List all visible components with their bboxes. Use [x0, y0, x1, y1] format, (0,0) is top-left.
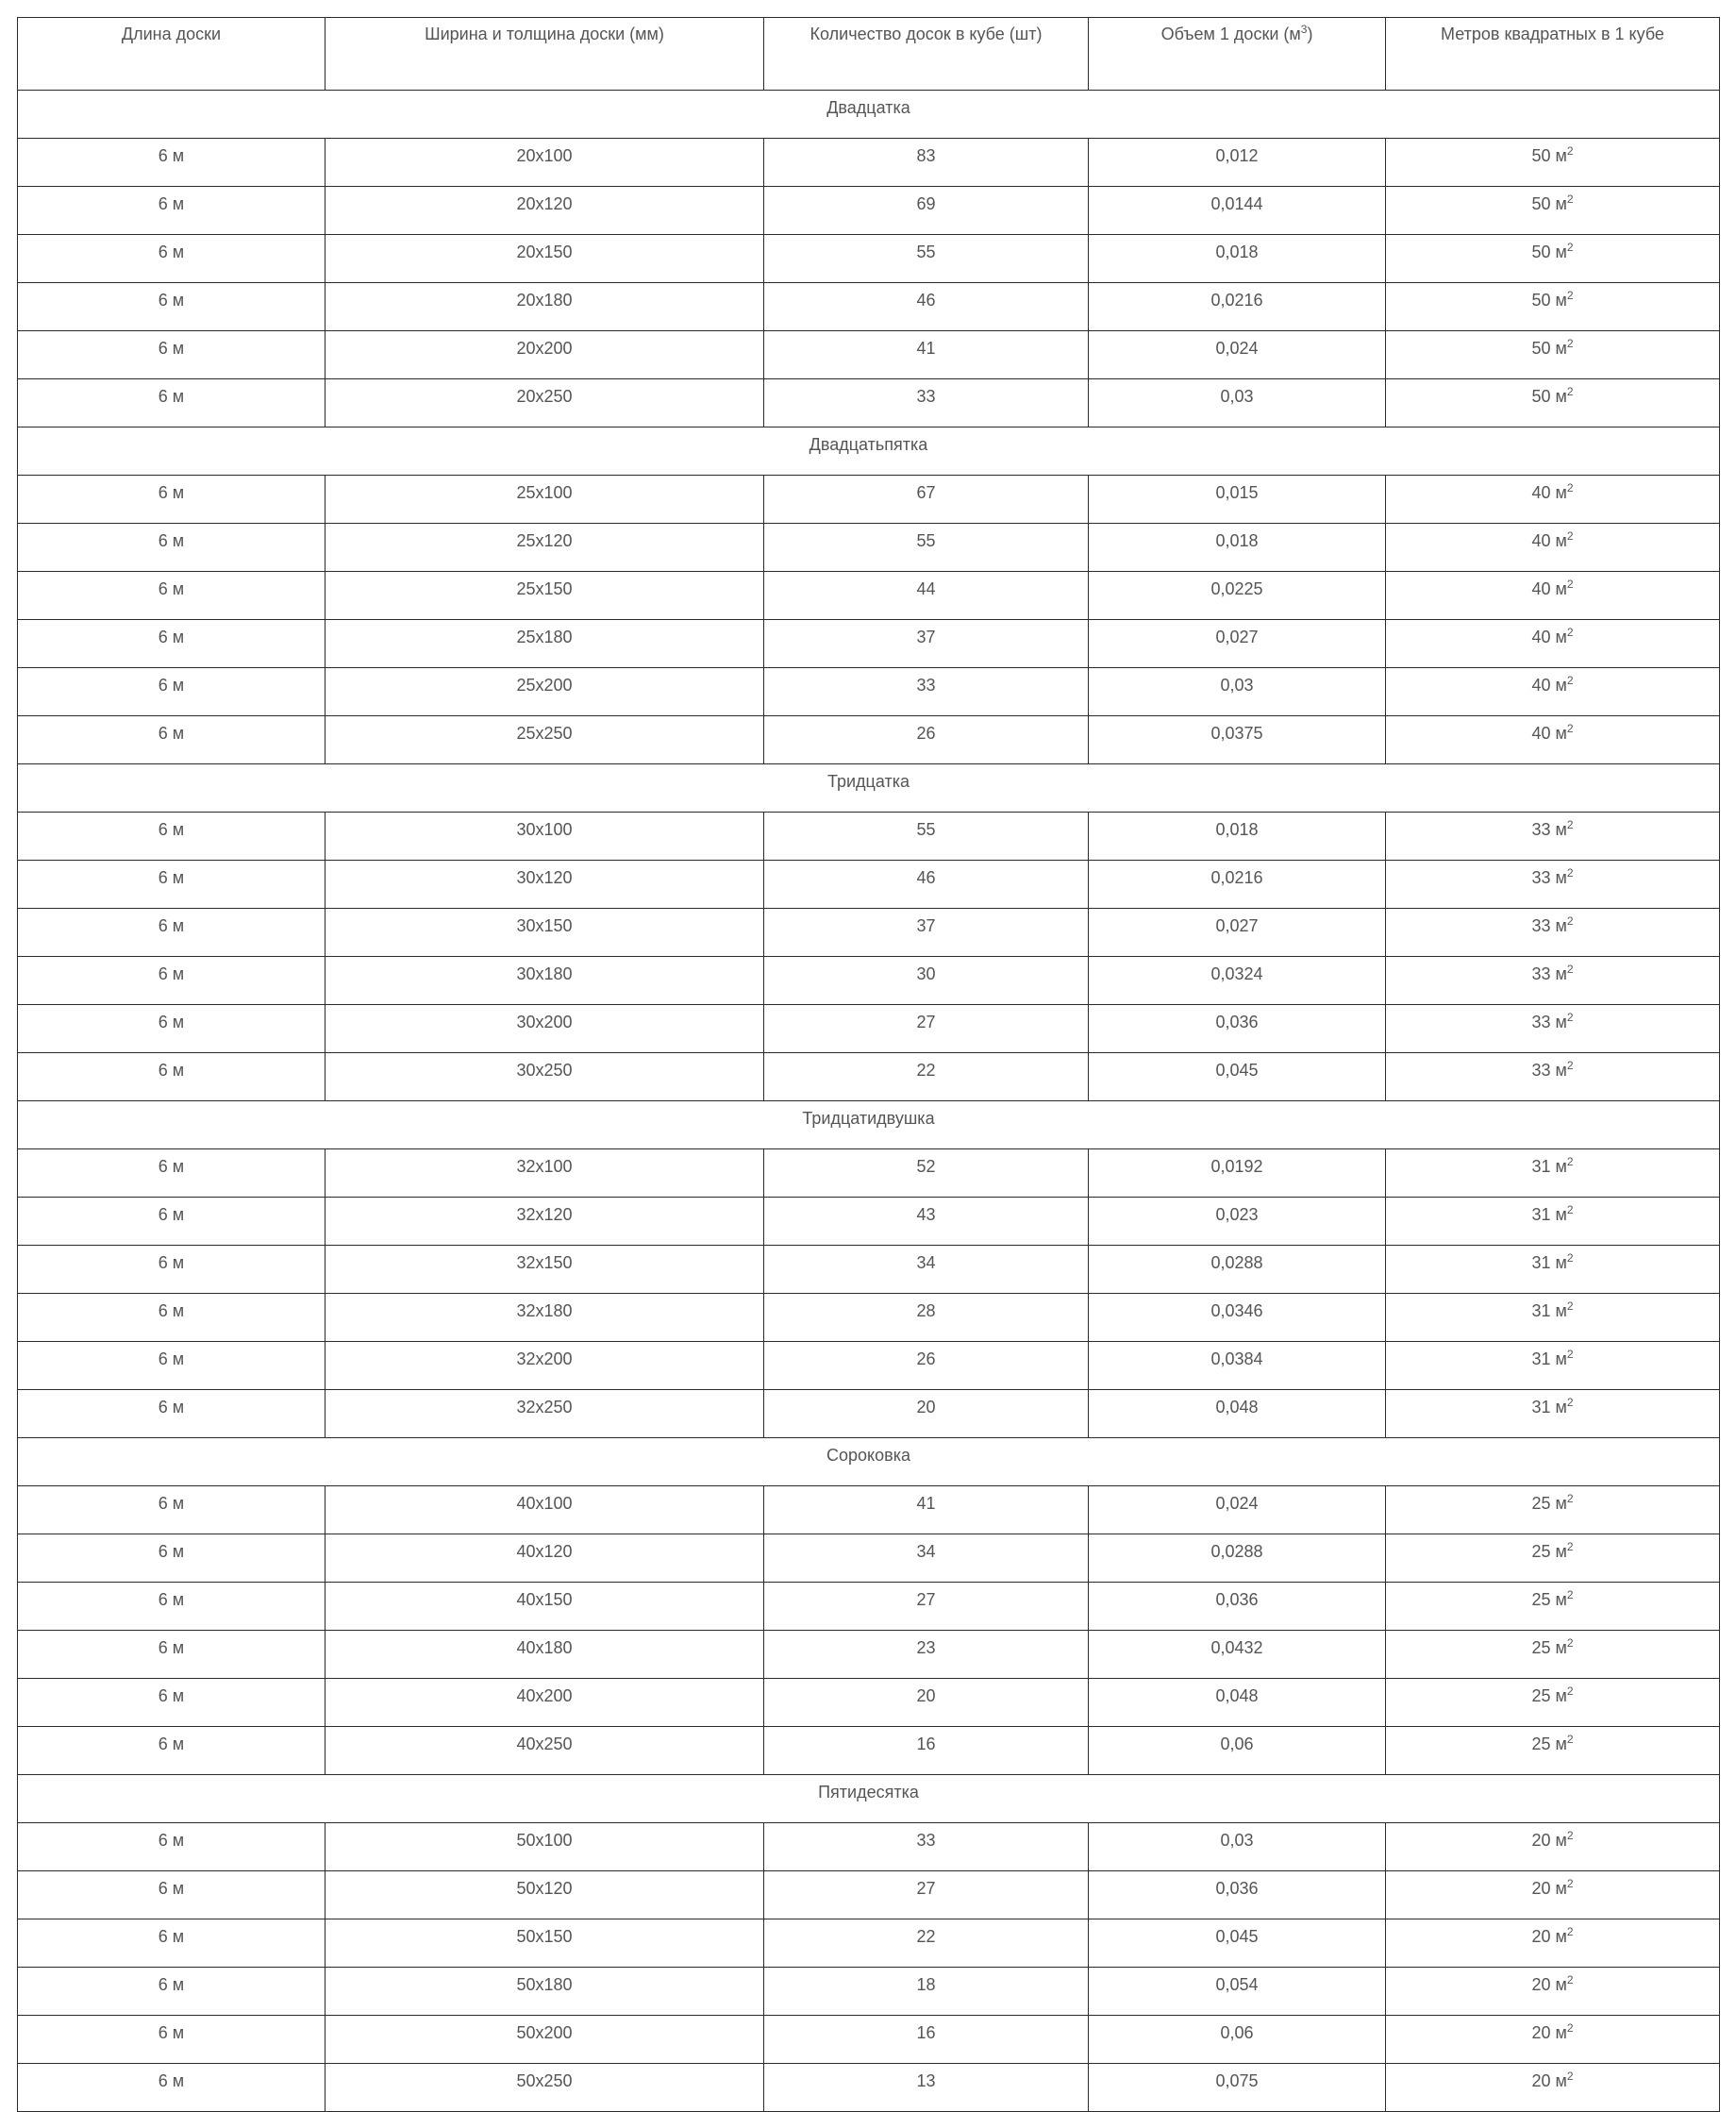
- cell-volume: 0,0346: [1089, 1294, 1386, 1342]
- group-header-row: [18, 91, 1720, 139]
- table-row: [18, 1486, 1720, 1534]
- group-header-row: [18, 427, 1720, 476]
- cell-length: 6 м: [18, 1871, 326, 1919]
- table-row: [18, 1342, 1720, 1390]
- cell-dimensions: 40x150: [326, 1583, 764, 1631]
- cell-volume: 0,0375: [1089, 716, 1386, 764]
- cell-area: 25 $м^2$: [1386, 1583, 1720, 1631]
- table-row: [18, 716, 1720, 764]
- cell-length: 6 м: [18, 1053, 326, 1101]
- cell-dimensions: 30x200: [326, 1005, 764, 1053]
- cell-count: 26: [764, 716, 1089, 764]
- cell-area: 50 $м^2$: [1386, 283, 1720, 331]
- cell-length: 6 м: [18, 379, 326, 427]
- table-row: [18, 1294, 1720, 1342]
- cell-area: 40 $м^2$: [1386, 668, 1720, 716]
- table-row: [18, 861, 1720, 909]
- cell-count: 67: [764, 476, 1089, 524]
- cell-volume: 0,024: [1089, 331, 1386, 379]
- cell-area: 31 $м^2$: [1386, 1198, 1720, 1246]
- cell-length: 6 м: [18, 476, 326, 524]
- cell-length: 6 м: [18, 1727, 326, 1775]
- cell-length: 6 м: [18, 1823, 326, 1871]
- cell-length: 6 м: [18, 187, 326, 235]
- cell-length: 6 м: [18, 1679, 326, 1727]
- cell-volume: 0,036: [1089, 1583, 1386, 1631]
- cell-count: 41: [764, 331, 1089, 379]
- header-sqm-per-cube: Метров квадратных в 1 кубе: [1386, 18, 1720, 91]
- cell-dimensions: 32x100: [326, 1149, 764, 1198]
- cell-volume: 0,0192: [1089, 1149, 1386, 1198]
- cell-count: 55: [764, 235, 1089, 283]
- group-title: Сороковка: [18, 1438, 1720, 1486]
- cell-dimensions: 50x180: [326, 1968, 764, 2016]
- group-title: Тридцатидвушка: [18, 1101, 1720, 1149]
- table-row: [18, 524, 1720, 572]
- cell-volume: 0,0144: [1089, 187, 1386, 235]
- cell-dimensions: 30x100: [326, 813, 764, 861]
- cell-volume: 0,023: [1089, 1198, 1386, 1246]
- group-header-row: [18, 1775, 1720, 1823]
- cell-length: 6 м: [18, 620, 326, 668]
- cell-area: 25 $м^2$: [1386, 1679, 1720, 1727]
- cell-area: 25 $м^2$: [1386, 1534, 1720, 1583]
- cell-dimensions: 25x200: [326, 668, 764, 716]
- cell-area: 31 $м^2$: [1386, 1294, 1720, 1342]
- cell-area: 25 $м^2$: [1386, 1486, 1720, 1534]
- group-header-row: [18, 764, 1720, 813]
- cell-volume: 0,06: [1089, 1727, 1386, 1775]
- table-header-row: [18, 18, 1720, 91]
- cell-area: 25 $м^2$: [1386, 1727, 1720, 1775]
- cell-volume: 0,075: [1089, 2064, 1386, 2112]
- cell-length: 6 м: [18, 1390, 326, 1438]
- cell-area: 31 $м^2$: [1386, 1342, 1720, 1390]
- cell-volume: 0,0384: [1089, 1342, 1386, 1390]
- cell-volume: 0,0288: [1089, 1534, 1386, 1583]
- table-row: [18, 1149, 1720, 1198]
- cell-area: 50 $м^2$: [1386, 187, 1720, 235]
- cell-area: 20 $м^2$: [1386, 2064, 1720, 2112]
- header-board-volume: Объем 1 доски $(м^3)$: [1089, 18, 1386, 91]
- cell-count: 37: [764, 909, 1089, 957]
- cell-length: 6 м: [18, 1294, 326, 1342]
- cell-area: 31 $м^2$: [1386, 1390, 1720, 1438]
- cell-area: 50 $м^2$: [1386, 331, 1720, 379]
- cell-dimensions: 20x250: [326, 379, 764, 427]
- group-header-row: [18, 1101, 1720, 1149]
- table-row: [18, 476, 1720, 524]
- cell-count: 43: [764, 1198, 1089, 1246]
- group-title: Пятидесятка: [18, 1775, 1720, 1823]
- cell-dimensions: 50x100: [326, 1823, 764, 1871]
- cell-count: 18: [764, 1968, 1089, 2016]
- cell-volume: 0,0216: [1089, 283, 1386, 331]
- cell-count: 41: [764, 1486, 1089, 1534]
- cell-count: 33: [764, 1823, 1089, 1871]
- table-row: [18, 1390, 1720, 1438]
- cell-volume: 0,018: [1089, 524, 1386, 572]
- cell-dimensions: 40x200: [326, 1679, 764, 1727]
- header-boards-per-cube: Количество досок в кубе (шт): [764, 18, 1089, 91]
- cell-volume: 0,036: [1089, 1005, 1386, 1053]
- cell-volume: 0,048: [1089, 1679, 1386, 1727]
- cell-area: 33 $м^2$: [1386, 1053, 1720, 1101]
- cell-area: 33 $м^2$: [1386, 1005, 1720, 1053]
- table-row: [18, 187, 1720, 235]
- cell-count: 55: [764, 524, 1089, 572]
- table-row: [18, 957, 1720, 1005]
- cell-dimensions: 40x100: [326, 1486, 764, 1534]
- cell-count: 26: [764, 1342, 1089, 1390]
- cell-area: 40 $м^2$: [1386, 524, 1720, 572]
- table-row: [18, 1198, 1720, 1246]
- header-width-thickness: Ширина и толщина доски (мм): [326, 18, 764, 91]
- cell-dimensions: 25x180: [326, 620, 764, 668]
- table-row: [18, 2016, 1720, 2064]
- table-row: [18, 813, 1720, 861]
- cell-dimensions: 32x120: [326, 1198, 764, 1246]
- table-row: [18, 1534, 1720, 1583]
- cell-count: 16: [764, 1727, 1089, 1775]
- cell-volume: 0,024: [1089, 1486, 1386, 1534]
- cell-volume: 0,03: [1089, 1823, 1386, 1871]
- cell-volume: 0,0225: [1089, 572, 1386, 620]
- group-title: Двадцатка: [18, 91, 1720, 139]
- cell-area: 33 $м^2$: [1386, 909, 1720, 957]
- cell-length: 6 м: [18, 1149, 326, 1198]
- cell-dimensions: 50x150: [326, 1919, 764, 1968]
- board-volume-table: [17, 17, 1720, 2112]
- cell-length: 6 м: [18, 909, 326, 957]
- cell-volume: 0,045: [1089, 1053, 1386, 1101]
- table-row: [18, 1823, 1720, 1871]
- cell-count: 33: [764, 379, 1089, 427]
- cell-length: 6 м: [18, 813, 326, 861]
- cell-length: 6 м: [18, 957, 326, 1005]
- cell-dimensions: 30x250: [326, 1053, 764, 1101]
- table-row: [18, 909, 1720, 957]
- cell-length: 6 м: [18, 283, 326, 331]
- cell-area: 40 $м^2$: [1386, 572, 1720, 620]
- cell-count: 37: [764, 620, 1089, 668]
- cell-length: 6 м: [18, 1968, 326, 2016]
- table-row: [18, 331, 1720, 379]
- table-row: [18, 572, 1720, 620]
- cell-count: 30: [764, 957, 1089, 1005]
- cell-dimensions: 20x100: [326, 139, 764, 187]
- cell-count: 22: [764, 1053, 1089, 1101]
- cell-dimensions: 20x150: [326, 235, 764, 283]
- cell-dimensions: 25x120: [326, 524, 764, 572]
- table-row: [18, 1919, 1720, 1968]
- cell-count: 46: [764, 861, 1089, 909]
- table-row: [18, 379, 1720, 427]
- cell-dimensions: 30x180: [326, 957, 764, 1005]
- table-row: [18, 139, 1720, 187]
- cell-area: 20 $м^2$: [1386, 1968, 1720, 2016]
- cell-area: 20 $м^2$: [1386, 1919, 1720, 1968]
- cell-length: 6 м: [18, 331, 326, 379]
- cell-area: 33 $м^2$: [1386, 861, 1720, 909]
- table-row: [18, 235, 1720, 283]
- cell-dimensions: 50x200: [326, 2016, 764, 2064]
- cell-area: 20 $м^2$: [1386, 1871, 1720, 1919]
- table-row: [18, 1727, 1720, 1775]
- group-title: Двадцатьпятка: [18, 427, 1720, 476]
- cell-length: 6 м: [18, 2064, 326, 2112]
- cell-volume: 0,048: [1089, 1390, 1386, 1438]
- cell-dimensions: 32x180: [326, 1294, 764, 1342]
- cell-volume: 0,027: [1089, 620, 1386, 668]
- cell-length: 6 м: [18, 572, 326, 620]
- table-row: [18, 1631, 1720, 1679]
- cell-dimensions: 40x120: [326, 1534, 764, 1583]
- cell-dimensions: 30x120: [326, 861, 764, 909]
- cell-length: 6 м: [18, 235, 326, 283]
- cell-dimensions: 50x120: [326, 1871, 764, 1919]
- cell-volume: 0,045: [1089, 1919, 1386, 1968]
- cell-count: 52: [764, 1149, 1089, 1198]
- cell-dimensions: 32x150: [326, 1246, 764, 1294]
- cell-area: 40 $м^2$: [1386, 620, 1720, 668]
- cell-volume: 0,06: [1089, 2016, 1386, 2064]
- cell-count: 34: [764, 1246, 1089, 1294]
- cell-dimensions: 40x250: [326, 1727, 764, 1775]
- cell-count: 20: [764, 1679, 1089, 1727]
- cell-volume: 0,03: [1089, 379, 1386, 427]
- cell-count: 27: [764, 1871, 1089, 1919]
- table-row: [18, 1679, 1720, 1727]
- cell-area: 33 $м^2$: [1386, 957, 1720, 1005]
- cell-volume: 0,054: [1089, 1968, 1386, 2016]
- cell-length: 6 м: [18, 716, 326, 764]
- cell-area: 31 $м^2$: [1386, 1149, 1720, 1198]
- table-row: [18, 668, 1720, 716]
- cell-count: 83: [764, 139, 1089, 187]
- table-row: [18, 283, 1720, 331]
- table-row: [18, 2064, 1720, 2112]
- group-header-row: [18, 1438, 1720, 1486]
- cell-area: 50 $м^2$: [1386, 139, 1720, 187]
- cell-length: 6 м: [18, 1583, 326, 1631]
- cell-length: 6 м: [18, 668, 326, 716]
- cell-count: 22: [764, 1919, 1089, 1968]
- cell-count: 28: [764, 1294, 1089, 1342]
- cell-dimensions: 32x200: [326, 1342, 764, 1390]
- table-row: [18, 1871, 1720, 1919]
- cell-count: 33: [764, 668, 1089, 716]
- cell-length: 6 м: [18, 524, 326, 572]
- cell-volume: 0,0216: [1089, 861, 1386, 909]
- cell-count: 46: [764, 283, 1089, 331]
- cell-count: 23: [764, 1631, 1089, 1679]
- cell-count: 16: [764, 2016, 1089, 2064]
- cell-length: 6 м: [18, 1246, 326, 1294]
- cell-volume: 0,012: [1089, 139, 1386, 187]
- table-row: [18, 1968, 1720, 2016]
- cell-length: 6 м: [18, 2016, 326, 2064]
- table-row: [18, 1246, 1720, 1294]
- cell-count: 34: [764, 1534, 1089, 1583]
- cell-volume: 0,018: [1089, 813, 1386, 861]
- cell-volume: 0,0288: [1089, 1246, 1386, 1294]
- cell-count: 27: [764, 1005, 1089, 1053]
- cell-area: 50 $м^2$: [1386, 379, 1720, 427]
- cell-volume: 0,015: [1089, 476, 1386, 524]
- cell-area: 40 $м^2$: [1386, 476, 1720, 524]
- cell-count: 27: [764, 1583, 1089, 1631]
- cell-volume: 0,027: [1089, 909, 1386, 957]
- cell-area: 31 $м^2$: [1386, 1246, 1720, 1294]
- table-row: [18, 1053, 1720, 1101]
- cell-dimensions: 25x150: [326, 572, 764, 620]
- cell-area: 50 $м^2$: [1386, 235, 1720, 283]
- cell-dimensions: 25x250: [326, 716, 764, 764]
- cell-count: 55: [764, 813, 1089, 861]
- cell-dimensions: 32x250: [326, 1390, 764, 1438]
- cell-length: 6 м: [18, 1919, 326, 1968]
- cell-length: 6 м: [18, 861, 326, 909]
- cell-dimensions: 50x250: [326, 2064, 764, 2112]
- cell-volume: 0,036: [1089, 1871, 1386, 1919]
- header-board-length: Длина доски: [18, 18, 326, 91]
- cell-length: 6 м: [18, 1198, 326, 1246]
- cell-count: 44: [764, 572, 1089, 620]
- cell-length: 6 м: [18, 1631, 326, 1679]
- cell-dimensions: 20x120: [326, 187, 764, 235]
- table-row: [18, 1583, 1720, 1631]
- cell-count: 69: [764, 187, 1089, 235]
- cell-dimensions: 30x150: [326, 909, 764, 957]
- cell-dimensions: 20x200: [326, 331, 764, 379]
- cell-length: 6 м: [18, 1342, 326, 1390]
- cell-count: 20: [764, 1390, 1089, 1438]
- cell-area: 33 $м^2$: [1386, 813, 1720, 861]
- table-body: [18, 91, 1720, 2112]
- cell-area: 20 $м^2$: [1386, 1823, 1720, 1871]
- cell-area: 40 $м^2$: [1386, 716, 1720, 764]
- cell-volume: 0,018: [1089, 235, 1386, 283]
- cell-count: 13: [764, 2064, 1089, 2112]
- cell-dimensions: 40x180: [326, 1631, 764, 1679]
- cell-length: 6 м: [18, 1005, 326, 1053]
- table-row: [18, 1005, 1720, 1053]
- cell-dimensions: 25x100: [326, 476, 764, 524]
- cell-length: 6 м: [18, 1486, 326, 1534]
- cell-volume: 0,0432: [1089, 1631, 1386, 1679]
- cell-volume: 0,0324: [1089, 957, 1386, 1005]
- cell-area: 25 $м^2$: [1386, 1631, 1720, 1679]
- cell-length: 6 м: [18, 1534, 326, 1583]
- cell-area: 20 $м^2$: [1386, 2016, 1720, 2064]
- group-title: Тридцатка: [18, 764, 1720, 813]
- cell-dimensions: 20x180: [326, 283, 764, 331]
- cell-length: 6 м: [18, 139, 326, 187]
- table-row: [18, 620, 1720, 668]
- cell-volume: 0,03: [1089, 668, 1386, 716]
